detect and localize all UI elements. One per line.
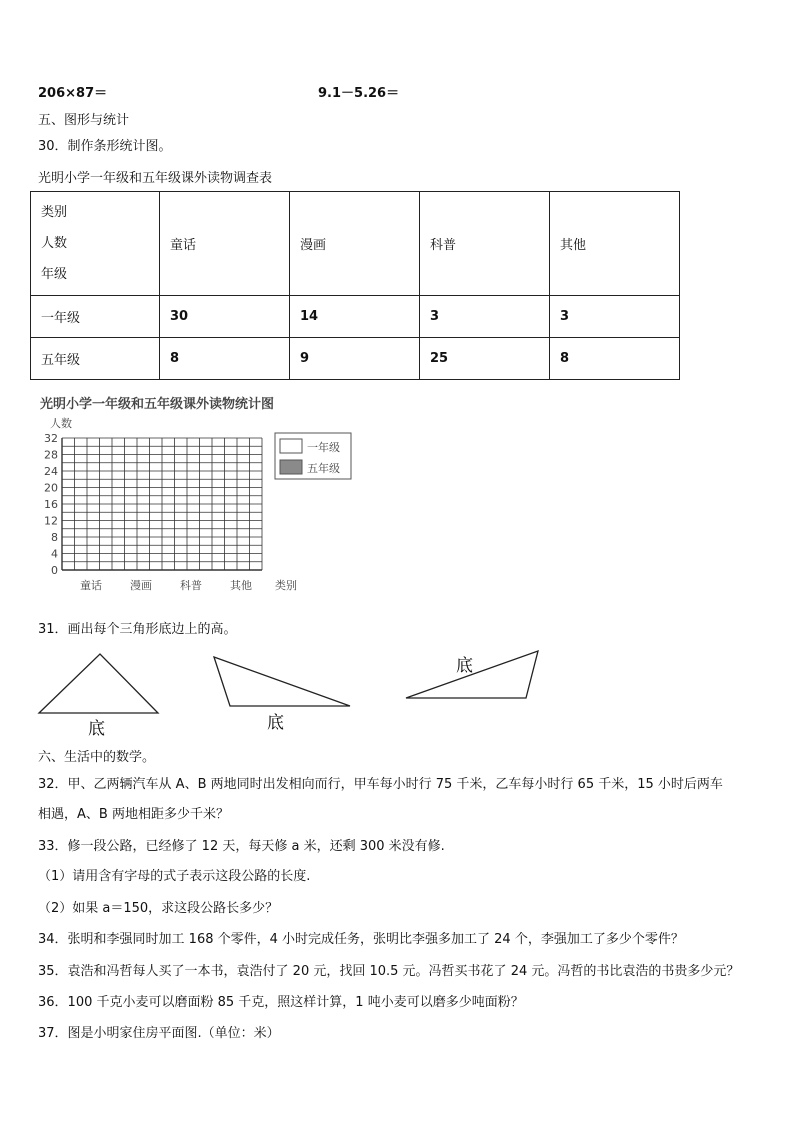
table-cell: 3 [420, 296, 550, 338]
q33-sub-1: （1）请用含有字母的式子表示这段公路的长度. [38, 869, 311, 884]
q30-label: 30．制作条形统计图。 [38, 139, 172, 154]
table-cell: 9 [290, 338, 420, 380]
header-category: 科普 [420, 192, 550, 296]
table-cell: 3 [550, 296, 680, 338]
table-cell: 8 [550, 338, 680, 380]
triangle-2[interactable] [214, 657, 350, 706]
table-row [31, 338, 680, 380]
section-5-title: 五、图形与统计 [38, 113, 130, 128]
q37-label: 37．图是小明家住房平面图.（单位：米） [38, 1026, 280, 1041]
x-tick-label: 童话 [80, 579, 102, 592]
calc-expr-1: 206×87＝ [38, 86, 108, 101]
legend-swatch-grade1 [280, 439, 302, 453]
corner-category: 类别 [41, 205, 68, 220]
q32-line-1: 32．甲、乙两辆汽车从 A、B 两地同时出发相向而行，甲车每小时行 75 千米，乙车每小时行 65 千米，15 小时后两车 [38, 777, 723, 792]
y-tick-label: 24 [44, 465, 58, 478]
header-category: 漫画 [290, 192, 420, 296]
triangles-figure[interactable] [30, 645, 590, 740]
q36-label: 36．100 千克小麦可以磨面粉 85 千克，照这样计算，1 吨小麦可以磨多少吨面粉？ [38, 995, 524, 1010]
row-grade: 一年级 [31, 296, 160, 338]
x-tick-label: 漫画 [130, 579, 152, 592]
y-tick-label: 8 [51, 531, 58, 544]
header-category: 童话 [160, 192, 290, 296]
triangle-1-base-label: 底 [88, 719, 105, 739]
q33-label: 33．修一段公路，已经修了 12 天，每天修 a 米，还剩 300 米没有修. [38, 839, 445, 854]
triangle-2-base-label: 底 [267, 713, 284, 733]
chart-grid[interactable] [62, 438, 262, 570]
q31-label: 31．画出每个三角形底边上的高。 [38, 622, 237, 637]
y-tick-label: 12 [44, 514, 58, 528]
table-row [31, 296, 680, 338]
table-cell: 25 [420, 338, 550, 380]
chart-title: 光明小学一年级和五年级课外读物统计图 [40, 397, 275, 412]
triangle-1[interactable] [39, 654, 158, 713]
y-tick-label: 32 [44, 432, 58, 445]
q35-label: 35．袁浩和冯哲每人买了一本书，袁浩付了 20 元，找回 10.5 元。冯哲买书花了 24 元。冯哲的书比袁浩的书贵多少元？ [38, 964, 740, 979]
legend-label-grade1: 一年级 [307, 441, 340, 454]
y-axis-label: 人数 [50, 417, 72, 430]
legend-label-grade5: 五年级 [307, 462, 340, 475]
q34-label: 34．张明和李强同时加工 168 个零件，4 小时完成任务，张明比李强多加工了 24 个，李强加工了多少个零件？ [38, 932, 684, 947]
y-tick-label: 20 [44, 481, 58, 495]
q33-sub-2: （2）如果 a＝150，求这段公路长多少？ [38, 901, 279, 916]
section-6-title: 六、生活中的数学。 [38, 750, 156, 765]
table-corner-cell [31, 192, 160, 296]
table-cell: 8 [160, 338, 290, 380]
y-tick-label: 16 [44, 498, 58, 511]
table-cell: 14 [290, 296, 420, 338]
x-tick-label: 其他 [230, 579, 252, 592]
bar-chart[interactable] [30, 390, 340, 600]
header-category: 其他 [550, 192, 680, 296]
row-grade: 五年级 [31, 338, 160, 380]
table-header-row [31, 192, 680, 296]
corner-grade: 年级 [41, 267, 68, 282]
table-title: 光明小学一年级和五年级课外读物调查表 [38, 171, 273, 186]
y-tick-label: 0 [51, 564, 58, 577]
chart-legend [275, 433, 351, 479]
y-tick-label: 28 [44, 448, 58, 462]
q32-line-2: 相遇，A、B 两地相距多少千米？ [38, 807, 229, 822]
calc-expr-2: 9.1－5.26＝ [318, 86, 400, 101]
x-ticks [80, 578, 252, 592]
survey-table [30, 191, 680, 380]
x-axis-label: 类别 [275, 579, 297, 592]
corner-people: 人数 [41, 236, 68, 251]
triangle-3-base-label: 底 [456, 656, 473, 676]
table-cell: 30 [160, 296, 290, 338]
x-tick-label: 科普 [180, 579, 202, 592]
legend-swatch-grade5 [280, 460, 302, 474]
y-tick-label: 4 [51, 547, 58, 561]
y-ticks [44, 432, 58, 577]
